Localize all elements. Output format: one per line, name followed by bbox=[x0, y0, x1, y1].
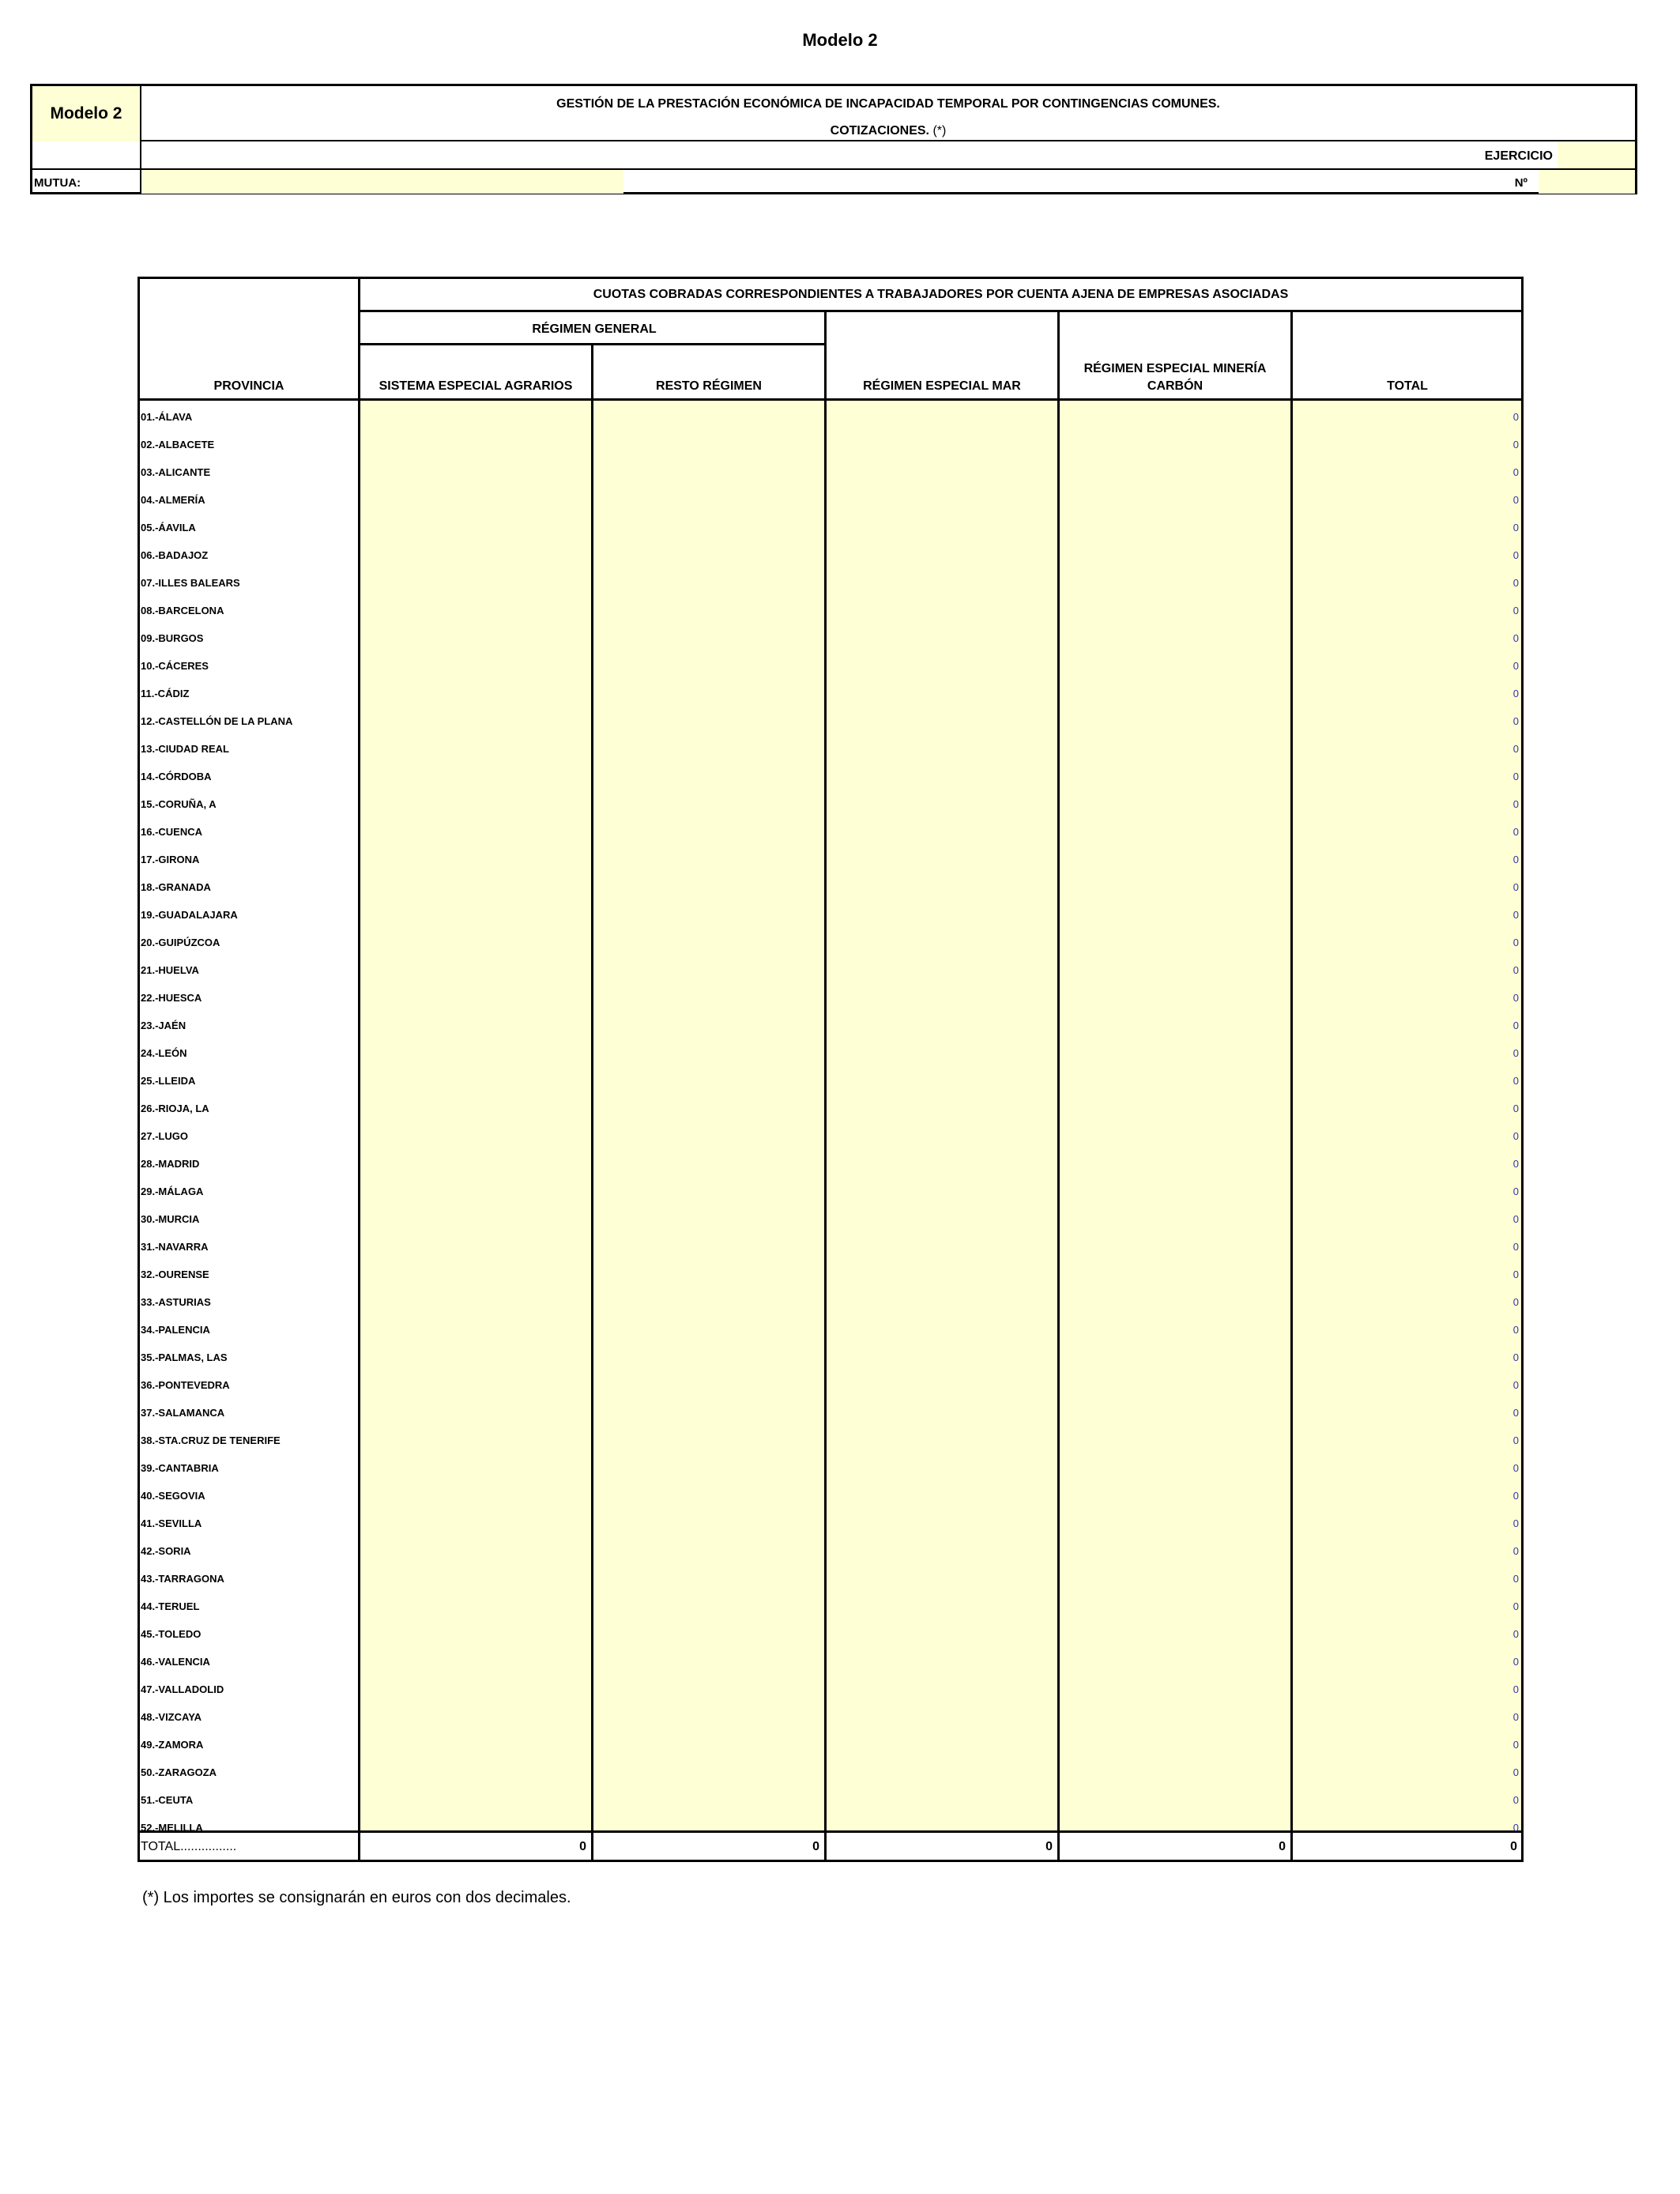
province-total-value: 0 bbox=[1512, 577, 1519, 589]
province-total-value: 0 bbox=[1512, 715, 1519, 727]
province-total-value: 0 bbox=[1512, 909, 1519, 921]
province-label: 45.-TOLEDO bbox=[141, 1628, 202, 1640]
province-total-value: 0 bbox=[1512, 1241, 1519, 1253]
table-border-left bbox=[137, 277, 140, 1862]
province-total-value: 0 bbox=[1512, 1130, 1519, 1142]
regimen-general-header: RÉGIMEN GENERAL bbox=[532, 322, 657, 336]
province-total-value: 0 bbox=[1512, 1020, 1519, 1031]
province-total-value: 0 bbox=[1512, 826, 1519, 838]
province-label: 35.-PALMAS, LAS bbox=[141, 1351, 228, 1363]
province-total-value: 0 bbox=[1512, 1407, 1519, 1419]
total-mineria: 0 bbox=[1279, 1840, 1286, 1853]
province-label: 44.-TERUEL bbox=[141, 1600, 200, 1612]
province-total-value: 0 bbox=[1512, 798, 1519, 810]
province-label: 39.-CANTABRIA bbox=[141, 1462, 219, 1474]
numero-input[interactable] bbox=[1539, 170, 1635, 194]
province-label: 32.-OURENSE bbox=[141, 1269, 209, 1280]
province-label: 37.-SALAMANCA bbox=[141, 1407, 225, 1419]
province-label: 11.-CÁDIZ bbox=[141, 688, 190, 699]
form-title bbox=[141, 86, 1635, 141]
model-label: Modelo 2 bbox=[32, 86, 141, 141]
province-total-value: 0 bbox=[1512, 1103, 1519, 1114]
col-divider-3 bbox=[824, 310, 827, 1862]
province-total-value: 0 bbox=[1512, 1462, 1519, 1474]
province-total-value: 0 bbox=[1512, 466, 1519, 478]
province-label: 34.-PALENCIA bbox=[141, 1324, 210, 1336]
cuotas-table bbox=[137, 277, 1524, 1862]
asterisk-note: (*) bbox=[929, 124, 947, 138]
province-label: 47.-VALLADOLID bbox=[141, 1683, 224, 1695]
province-total-value: 0 bbox=[1512, 1324, 1519, 1336]
agrarios-column-fill[interactable] bbox=[360, 400, 591, 1830]
province-total-value: 0 bbox=[1512, 1434, 1519, 1446]
province-total-value: 0 bbox=[1512, 937, 1519, 948]
total-total: 0 bbox=[1510, 1840, 1517, 1853]
provincia-header: PROVINCIA bbox=[213, 379, 284, 393]
province-label: 29.-MÁLAGA bbox=[141, 1186, 204, 1197]
province-label: 03.-ALICANTE bbox=[141, 466, 211, 478]
total-mar: 0 bbox=[1045, 1840, 1053, 1853]
col-divider-1 bbox=[358, 277, 360, 1862]
province-total-value: 0 bbox=[1512, 1379, 1519, 1391]
mineria-header-line2: CARBÓN bbox=[1147, 379, 1203, 393]
province-total-value: 0 bbox=[1512, 632, 1519, 644]
mutua-input[interactable] bbox=[141, 170, 623, 194]
form-header bbox=[30, 84, 1637, 194]
province-total-value: 0 bbox=[1512, 439, 1519, 450]
province-total-value: 0 bbox=[1512, 1075, 1519, 1087]
province-total-value: 0 bbox=[1512, 411, 1519, 423]
province-label: 40.-SEGOVIA bbox=[141, 1490, 205, 1502]
mineria-header-line1: RÉGIMEN ESPECIAL MINERÍA bbox=[1083, 362, 1267, 375]
province-label: 51.-CEUTA bbox=[141, 1794, 194, 1806]
province-label: 21.-HUELVA bbox=[141, 964, 199, 976]
resto-column-fill[interactable] bbox=[593, 400, 824, 1830]
mar-column-fill[interactable] bbox=[827, 400, 1057, 1830]
province-total-value: 0 bbox=[1512, 1213, 1519, 1225]
province-total-value: 0 bbox=[1512, 1545, 1519, 1557]
group-header-divider bbox=[358, 310, 1524, 312]
province-label: 50.-ZARAGOZA bbox=[141, 1766, 217, 1778]
province-total-value: 0 bbox=[1512, 688, 1519, 699]
province-label: 01.-ÁLAVA bbox=[141, 411, 193, 423]
mutua-label: MUTUA: bbox=[32, 170, 141, 194]
province-label: 09.-BURGOS bbox=[141, 632, 204, 644]
province-total-value: 0 bbox=[1512, 1600, 1519, 1612]
province-total-value: 0 bbox=[1512, 1628, 1519, 1640]
province-label: 19.-GUADALAJARA bbox=[141, 909, 238, 921]
footnote: (*) Los importes se consignarán en euros con dos decimales. bbox=[142, 1889, 571, 1906]
province-label: 20.-GUIPÚZCOA bbox=[141, 937, 220, 948]
header-bottom-divider bbox=[137, 398, 1524, 401]
province-total-value: 0 bbox=[1512, 1490, 1519, 1502]
province-total-value: 0 bbox=[1512, 1683, 1519, 1695]
province-total-value: 0 bbox=[1512, 1269, 1519, 1280]
province-label: 13.-CIUDAD REAL bbox=[141, 743, 229, 755]
total-agrarios: 0 bbox=[579, 1840, 586, 1853]
province-total-value: 0 bbox=[1512, 964, 1519, 976]
province-label: 25.-LLEIDA bbox=[141, 1075, 196, 1087]
table-border-right bbox=[1521, 277, 1524, 1862]
province-total-value: 0 bbox=[1512, 1158, 1519, 1170]
province-total-value: 0 bbox=[1512, 1517, 1519, 1529]
province-label: 41.-SEVILLA bbox=[141, 1517, 202, 1529]
province-label: 23.-JAÉN bbox=[141, 1020, 186, 1031]
total-resto: 0 bbox=[812, 1840, 819, 1853]
province-total-value: 0 bbox=[1512, 771, 1519, 782]
table-border-top bbox=[137, 277, 1524, 279]
province-label: 36.-PONTEVEDRA bbox=[141, 1379, 230, 1391]
province-label: 04.-ALMERÍA bbox=[141, 494, 205, 506]
province-total-value: 0 bbox=[1512, 494, 1519, 506]
table-border-bottom bbox=[137, 1860, 1524, 1862]
province-label: 18.-GRANADA bbox=[141, 881, 211, 893]
total-row-label: TOTAL................ bbox=[141, 1840, 237, 1853]
ejercicio-label: EJERCICIO bbox=[141, 141, 1558, 170]
province-label: 15.-CORUÑA, A bbox=[141, 798, 217, 810]
province-label: 06.-BADAJOZ bbox=[141, 549, 209, 561]
page-title: Modelo 2 bbox=[802, 30, 878, 50]
province-total-value: 0 bbox=[1512, 1296, 1519, 1308]
province-label: 07.-ILLES BALEARS bbox=[141, 577, 240, 589]
province-total-value: 0 bbox=[1512, 854, 1519, 865]
total-header: TOTAL bbox=[1387, 379, 1428, 393]
header-blank-cell bbox=[32, 141, 141, 170]
province-label: 42.-SORIA bbox=[141, 1545, 191, 1557]
province-label: 27.-LUGO bbox=[141, 1130, 188, 1142]
province-label: 46.-VALENCIA bbox=[141, 1656, 210, 1668]
province-total-value: 0 bbox=[1512, 1766, 1519, 1778]
mineria-column-fill[interactable] bbox=[1060, 400, 1290, 1830]
mar-header: RÉGIMEN ESPECIAL MAR bbox=[863, 379, 1021, 393]
province-label: 17.-GIRONA bbox=[141, 854, 200, 865]
province-label: 33.-ASTURIAS bbox=[141, 1296, 211, 1308]
province-label: 52.-MELILLA bbox=[141, 1822, 203, 1834]
province-label: 08.-BARCELONA bbox=[141, 605, 224, 616]
province-label: 24.-LEÓN bbox=[141, 1047, 187, 1059]
province-label: 12.-CASTELLÓN DE LA PLANA bbox=[141, 715, 293, 727]
province-total-value: 0 bbox=[1512, 1794, 1519, 1806]
province-total-value: 0 bbox=[1512, 743, 1519, 755]
province-label: 38.-STA.CRUZ DE TENERIFE bbox=[141, 1434, 281, 1446]
province-total-value: 0 bbox=[1512, 1573, 1519, 1585]
province-total-value: 0 bbox=[1512, 660, 1519, 672]
province-label: 31.-NAVARRA bbox=[141, 1241, 209, 1253]
col-divider-2 bbox=[591, 343, 593, 1862]
province-label: 49.-ZAMORA bbox=[141, 1739, 204, 1751]
province-total-value: 0 bbox=[1512, 605, 1519, 616]
province-total-value: 0 bbox=[1512, 1711, 1519, 1723]
agrarios-header: SISTEMA ESPECIAL AGRARIOS bbox=[379, 379, 573, 393]
province-label: 28.-MADRID bbox=[141, 1158, 200, 1170]
province-total-value: 0 bbox=[1512, 1047, 1519, 1059]
province-total-value: 0 bbox=[1512, 1822, 1519, 1834]
province-total-value: 0 bbox=[1512, 881, 1519, 893]
province-total-value: 0 bbox=[1512, 522, 1519, 533]
province-total-value: 0 bbox=[1512, 549, 1519, 561]
province-label: 26.-RIOJA, LA bbox=[141, 1103, 209, 1114]
province-total-value: 0 bbox=[1512, 1186, 1519, 1197]
province-label: 22.-HUESCA bbox=[141, 992, 202, 1004]
province-total-value: 0 bbox=[1512, 1739, 1519, 1751]
ejercicio-input[interactable] bbox=[1558, 141, 1635, 170]
province-label: 02.-ALBACETE bbox=[141, 439, 215, 450]
province-label: 16.-CUENCA bbox=[141, 826, 203, 838]
province-label: 14.-CÓRDOBA bbox=[141, 771, 212, 782]
province-label: 43.-TARRAGONA bbox=[141, 1573, 224, 1585]
numero-label: Nº bbox=[1514, 176, 1527, 190]
province-total-value: 0 bbox=[1512, 1351, 1519, 1363]
province-label: 30.-MURCIA bbox=[141, 1213, 200, 1225]
resto-header: RESTO RÉGIMEN bbox=[656, 379, 762, 393]
form-title-line1: GESTIÓN DE LA PRESTACIÓN ECONÓMICA DE INCAPACIDAD TEMPORAL POR CONTINGENCIAS COMUNES. bbox=[556, 97, 1220, 111]
form-title-line2 bbox=[141, 124, 1635, 138]
province-label: 48.-VIZCAYA bbox=[141, 1711, 202, 1723]
province-label: 05.-ÁAVILA bbox=[141, 522, 196, 533]
col-divider-4 bbox=[1057, 310, 1060, 1862]
province-total-value: 0 bbox=[1512, 992, 1519, 1004]
cotizaciones-label: COTIZACIONES. bbox=[830, 124, 929, 138]
province-label: 10.-CÁCERES bbox=[141, 660, 209, 672]
province-total-value: 0 bbox=[1512, 1656, 1519, 1668]
group-header: CUOTAS COBRADAS CORRESPONDIENTES A TRABAJADORES POR CUENTA AJENA DE EMPRESAS ASOCIADAS bbox=[593, 288, 1289, 301]
